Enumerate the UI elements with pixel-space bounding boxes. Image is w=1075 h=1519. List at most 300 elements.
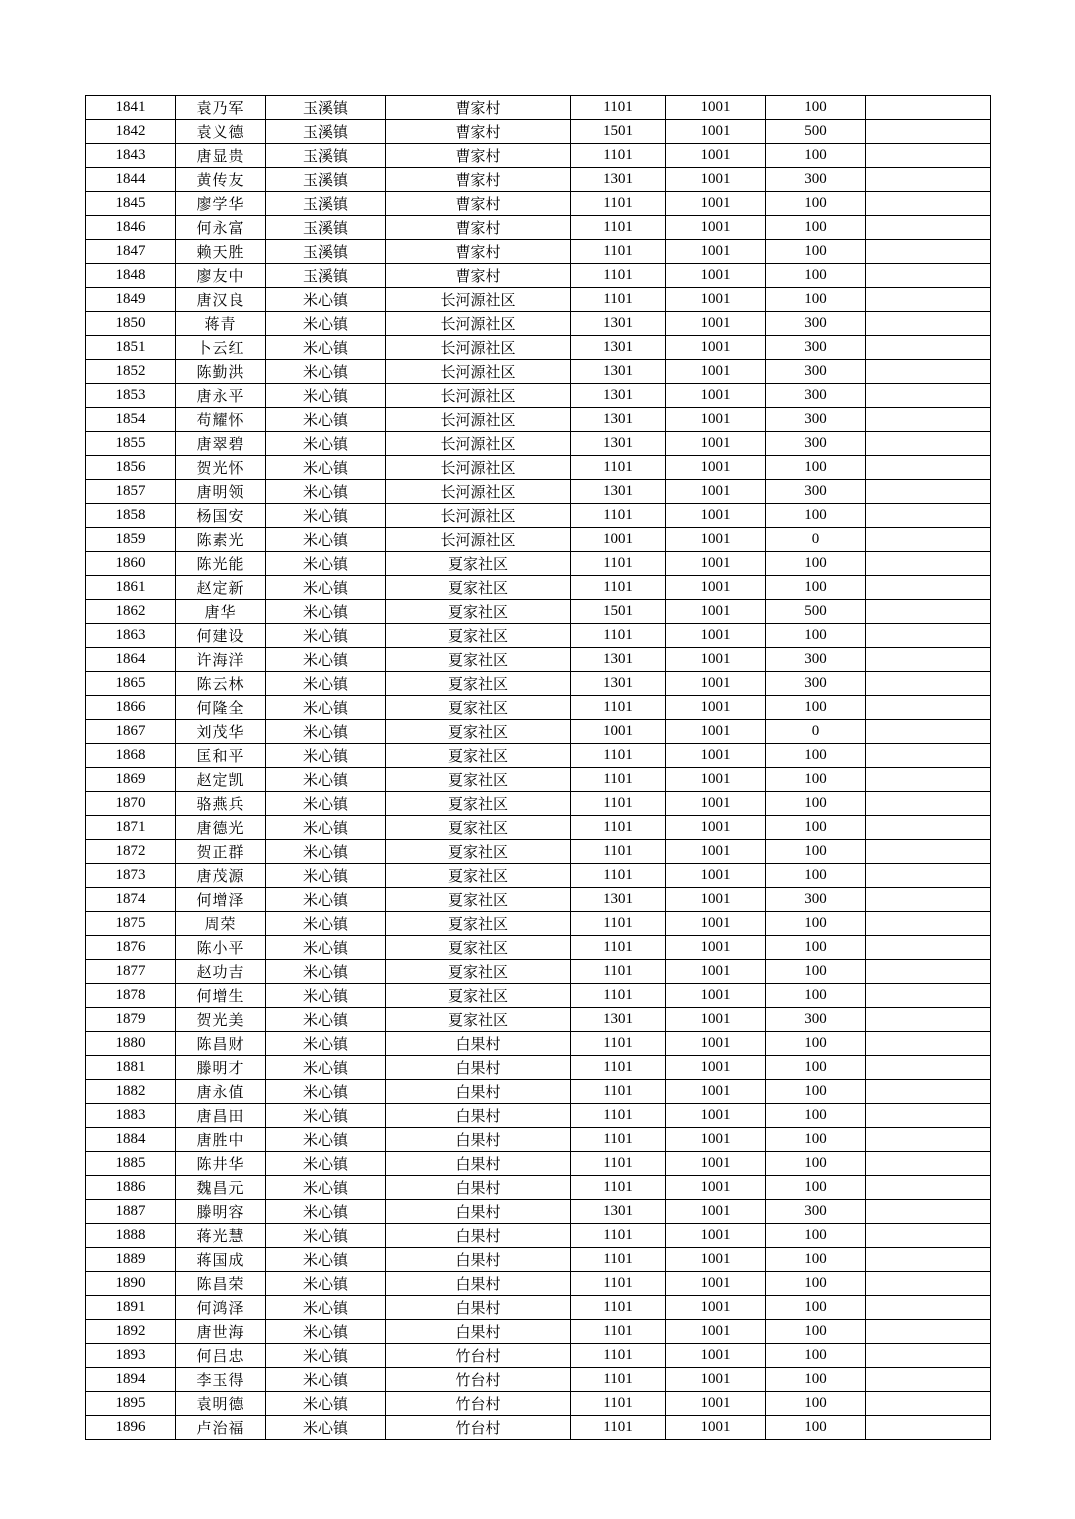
cell-blank (866, 1344, 991, 1368)
cell-amount: 0 (766, 720, 866, 744)
cell-blank (866, 912, 991, 936)
cell-row-number: 1876 (86, 936, 176, 960)
cell-code-b: 1001 (666, 480, 766, 504)
cell-person-name: 廖学华 (176, 192, 266, 216)
cell-code-b: 1001 (666, 504, 766, 528)
cell-row-number: 1860 (86, 552, 176, 576)
cell-village: 白果村 (386, 1248, 571, 1272)
cell-blank (866, 984, 991, 1008)
cell-code-b: 1001 (666, 240, 766, 264)
cell-person-name: 赖天胜 (176, 240, 266, 264)
cell-town: 米心镇 (266, 768, 386, 792)
cell-town: 米心镇 (266, 1320, 386, 1344)
cell-town: 米心镇 (266, 1056, 386, 1080)
cell-amount: 300 (766, 360, 866, 384)
cell-code-b: 1001 (666, 888, 766, 912)
table-row (86, 1392, 991, 1416)
table-row (86, 432, 991, 456)
table-row (86, 384, 991, 408)
cell-village: 长河源社区 (386, 384, 571, 408)
cell-code-b: 1001 (666, 648, 766, 672)
cell-amount: 300 (766, 432, 866, 456)
cell-town: 米心镇 (266, 312, 386, 336)
cell-code-a: 1101 (571, 816, 666, 840)
cell-village: 白果村 (386, 1224, 571, 1248)
table-row (86, 744, 991, 768)
cell-row-number: 1854 (86, 408, 176, 432)
cell-person-name: 贺光怀 (176, 456, 266, 480)
cell-row-number: 1849 (86, 288, 176, 312)
cell-code-a: 1101 (571, 624, 666, 648)
cell-code-b: 1001 (666, 144, 766, 168)
cell-town: 玉溪镇 (266, 168, 386, 192)
cell-town: 米心镇 (266, 936, 386, 960)
cell-blank (866, 432, 991, 456)
cell-village: 长河源社区 (386, 360, 571, 384)
table-row (86, 168, 991, 192)
cell-code-b: 1001 (666, 624, 766, 648)
cell-row-number: 1865 (86, 672, 176, 696)
cell-amount: 100 (766, 816, 866, 840)
cell-person-name: 滕明容 (176, 1200, 266, 1224)
table-row (86, 1344, 991, 1368)
cell-village: 长河源社区 (386, 480, 571, 504)
table-row (86, 1056, 991, 1080)
cell-village: 夏家社区 (386, 648, 571, 672)
cell-amount: 100 (766, 576, 866, 600)
cell-town: 米心镇 (266, 1368, 386, 1392)
cell-code-b: 1001 (666, 168, 766, 192)
cell-blank (866, 1104, 991, 1128)
cell-village: 夏家社区 (386, 576, 571, 600)
cell-person-name: 唐胜中 (176, 1128, 266, 1152)
cell-town: 米心镇 (266, 1224, 386, 1248)
cell-row-number: 1858 (86, 504, 176, 528)
cell-village: 夏家社区 (386, 912, 571, 936)
cell-amount: 100 (766, 192, 866, 216)
cell-amount: 100 (766, 1416, 866, 1440)
cell-town: 米心镇 (266, 288, 386, 312)
table-row (86, 984, 991, 1008)
cell-village: 白果村 (386, 1200, 571, 1224)
cell-amount: 100 (766, 744, 866, 768)
cell-code-b: 1001 (666, 792, 766, 816)
table-row (86, 600, 991, 624)
cell-amount: 100 (766, 768, 866, 792)
cell-code-a: 1101 (571, 1320, 666, 1344)
cell-person-name: 陈昌财 (176, 1032, 266, 1056)
cell-blank (866, 1032, 991, 1056)
cell-blank (866, 168, 991, 192)
cell-person-name: 唐显贵 (176, 144, 266, 168)
cell-code-b: 1001 (666, 816, 766, 840)
cell-code-a: 1101 (571, 768, 666, 792)
cell-person-name: 陈勤洪 (176, 360, 266, 384)
cell-amount: 300 (766, 1008, 866, 1032)
table-row (86, 648, 991, 672)
cell-village: 夏家社区 (386, 552, 571, 576)
cell-person-name: 赵功吉 (176, 960, 266, 984)
cell-town: 米心镇 (266, 1032, 386, 1056)
cell-village: 长河源社区 (386, 408, 571, 432)
cell-row-number: 1850 (86, 312, 176, 336)
cell-town: 米心镇 (266, 1104, 386, 1128)
cell-town: 米心镇 (266, 672, 386, 696)
cell-village: 长河源社区 (386, 336, 571, 360)
cell-town: 米心镇 (266, 1080, 386, 1104)
cell-town: 米心镇 (266, 1248, 386, 1272)
cell-blank (866, 624, 991, 648)
cell-amount: 300 (766, 384, 866, 408)
cell-blank (866, 816, 991, 840)
cell-code-b: 1001 (666, 336, 766, 360)
cell-code-b: 1001 (666, 1224, 766, 1248)
cell-person-name: 陈昌荣 (176, 1272, 266, 1296)
cell-village: 夏家社区 (386, 936, 571, 960)
cell-code-b: 1001 (666, 1248, 766, 1272)
cell-person-name: 陈井华 (176, 1152, 266, 1176)
cell-code-b: 1001 (666, 1368, 766, 1392)
table-row (86, 480, 991, 504)
cell-amount: 100 (766, 1296, 866, 1320)
cell-person-name: 何鸿泽 (176, 1296, 266, 1320)
cell-row-number: 1847 (86, 240, 176, 264)
cell-person-name: 唐汉良 (176, 288, 266, 312)
cell-row-number: 1855 (86, 432, 176, 456)
table-row (86, 1248, 991, 1272)
cell-blank (866, 696, 991, 720)
cell-blank (866, 864, 991, 888)
cell-blank (866, 1224, 991, 1248)
cell-code-b: 1001 (666, 384, 766, 408)
cell-row-number: 1867 (86, 720, 176, 744)
cell-town: 米心镇 (266, 720, 386, 744)
cell-row-number: 1842 (86, 120, 176, 144)
cell-person-name: 唐永值 (176, 1080, 266, 1104)
cell-row-number: 1892 (86, 1320, 176, 1344)
cell-code-b: 1001 (666, 1032, 766, 1056)
cell-amount: 300 (766, 408, 866, 432)
cell-row-number: 1868 (86, 744, 176, 768)
cell-code-a: 1301 (571, 408, 666, 432)
cell-person-name: 唐德光 (176, 816, 266, 840)
table-row (86, 240, 991, 264)
cell-code-b: 1001 (666, 576, 766, 600)
cell-village: 曹家村 (386, 144, 571, 168)
cell-blank (866, 264, 991, 288)
cell-blank (866, 1128, 991, 1152)
cell-blank (866, 192, 991, 216)
cell-person-name: 唐世海 (176, 1320, 266, 1344)
cell-town: 米心镇 (266, 552, 386, 576)
cell-amount: 100 (766, 504, 866, 528)
cell-town: 米心镇 (266, 1128, 386, 1152)
cell-code-a: 1501 (571, 120, 666, 144)
cell-blank (866, 120, 991, 144)
cell-code-a: 1301 (571, 312, 666, 336)
cell-person-name: 周荣 (176, 912, 266, 936)
cell-blank (866, 1296, 991, 1320)
cell-amount: 100 (766, 1368, 866, 1392)
cell-amount: 300 (766, 648, 866, 672)
cell-code-a: 1101 (571, 864, 666, 888)
cell-village: 白果村 (386, 1176, 571, 1200)
cell-code-a: 1101 (571, 960, 666, 984)
cell-amount: 300 (766, 480, 866, 504)
cell-row-number: 1843 (86, 144, 176, 168)
cell-town: 米心镇 (266, 336, 386, 360)
cell-row-number: 1871 (86, 816, 176, 840)
cell-row-number: 1877 (86, 960, 176, 984)
cell-blank (866, 600, 991, 624)
cell-code-b: 1001 (666, 1104, 766, 1128)
cell-code-b: 1001 (666, 192, 766, 216)
table-row (86, 528, 991, 552)
cell-village: 白果村 (386, 1296, 571, 1320)
cell-amount: 100 (766, 1224, 866, 1248)
cell-village: 曹家村 (386, 216, 571, 240)
cell-person-name: 唐昌田 (176, 1104, 266, 1128)
cell-village: 长河源社区 (386, 312, 571, 336)
cell-village: 夏家社区 (386, 624, 571, 648)
table-row (86, 192, 991, 216)
table-row (86, 408, 991, 432)
cell-amount: 300 (766, 336, 866, 360)
cell-town: 米心镇 (266, 1152, 386, 1176)
cell-code-a: 1301 (571, 384, 666, 408)
cell-code-a: 1301 (571, 168, 666, 192)
cell-amount: 100 (766, 984, 866, 1008)
cell-code-a: 1101 (571, 792, 666, 816)
cell-person-name: 贺正群 (176, 840, 266, 864)
cell-town: 米心镇 (266, 744, 386, 768)
cell-amount: 100 (766, 840, 866, 864)
cell-code-a: 1101 (571, 216, 666, 240)
cell-town: 米心镇 (266, 408, 386, 432)
cell-town: 米心镇 (266, 1008, 386, 1032)
cell-town: 米心镇 (266, 480, 386, 504)
cell-code-a: 1101 (571, 264, 666, 288)
cell-town: 米心镇 (266, 576, 386, 600)
table-row (86, 1416, 991, 1440)
records-table-body (86, 96, 991, 1440)
cell-town: 米心镇 (266, 456, 386, 480)
cell-code-a: 1101 (571, 1392, 666, 1416)
table-row (86, 216, 991, 240)
cell-code-b: 1001 (666, 1296, 766, 1320)
cell-village: 长河源社区 (386, 288, 571, 312)
cell-blank (866, 672, 991, 696)
table-row (86, 552, 991, 576)
cell-amount: 500 (766, 600, 866, 624)
cell-town: 米心镇 (266, 816, 386, 840)
cell-blank (866, 960, 991, 984)
cell-code-b: 1001 (666, 1392, 766, 1416)
cell-blank (866, 1152, 991, 1176)
table-row (86, 264, 991, 288)
cell-code-b: 1001 (666, 120, 766, 144)
cell-person-name: 何增生 (176, 984, 266, 1008)
table-row (86, 96, 991, 120)
cell-row-number: 1874 (86, 888, 176, 912)
cell-amount: 100 (766, 1320, 866, 1344)
cell-code-b: 1001 (666, 1152, 766, 1176)
cell-village: 竹台村 (386, 1368, 571, 1392)
cell-town: 米心镇 (266, 528, 386, 552)
cell-code-a: 1101 (571, 840, 666, 864)
table-row (86, 1224, 991, 1248)
cell-amount: 100 (766, 264, 866, 288)
cell-town: 米心镇 (266, 360, 386, 384)
cell-code-a: 1101 (571, 1368, 666, 1392)
cell-amount: 100 (766, 1056, 866, 1080)
cell-row-number: 1893 (86, 1344, 176, 1368)
cell-blank (866, 360, 991, 384)
cell-row-number: 1841 (86, 96, 176, 120)
cell-village: 曹家村 (386, 240, 571, 264)
cell-blank (866, 408, 991, 432)
cell-code-a: 1101 (571, 1080, 666, 1104)
cell-village: 夏家社区 (386, 960, 571, 984)
table-row (86, 1128, 991, 1152)
cell-village: 夏家社区 (386, 840, 571, 864)
cell-amount: 100 (766, 912, 866, 936)
table-row (86, 840, 991, 864)
cell-row-number: 1872 (86, 840, 176, 864)
cell-code-b: 1001 (666, 720, 766, 744)
table-row (86, 696, 991, 720)
table-row (86, 456, 991, 480)
cell-row-number: 1896 (86, 1416, 176, 1440)
table-row (86, 144, 991, 168)
cell-blank (866, 1368, 991, 1392)
cell-code-b: 1001 (666, 600, 766, 624)
table-row (86, 768, 991, 792)
cell-blank (866, 1416, 991, 1440)
cell-town: 米心镇 (266, 1272, 386, 1296)
cell-blank (866, 576, 991, 600)
table-row (86, 360, 991, 384)
cell-blank (866, 456, 991, 480)
cell-code-a: 1101 (571, 1416, 666, 1440)
cell-town: 米心镇 (266, 624, 386, 648)
cell-village: 夏家社区 (386, 744, 571, 768)
cell-person-name: 陈小平 (176, 936, 266, 960)
cell-village: 曹家村 (386, 120, 571, 144)
cell-row-number: 1866 (86, 696, 176, 720)
cell-amount: 100 (766, 216, 866, 240)
cell-row-number: 1894 (86, 1368, 176, 1392)
cell-blank (866, 480, 991, 504)
cell-person-name: 卜云红 (176, 336, 266, 360)
table-row (86, 720, 991, 744)
cell-code-b: 1001 (666, 1320, 766, 1344)
cell-code-a: 1101 (571, 504, 666, 528)
cell-code-a: 1101 (571, 552, 666, 576)
cell-code-b: 1001 (666, 1416, 766, 1440)
cell-person-name: 陈云林 (176, 672, 266, 696)
cell-amount: 100 (766, 1080, 866, 1104)
table-row (86, 1032, 991, 1056)
cell-village: 长河源社区 (386, 432, 571, 456)
cell-town: 玉溪镇 (266, 120, 386, 144)
cell-person-name: 袁义德 (176, 120, 266, 144)
cell-code-b: 1001 (666, 264, 766, 288)
cell-code-a: 1101 (571, 96, 666, 120)
cell-village: 竹台村 (386, 1344, 571, 1368)
cell-amount: 100 (766, 1392, 866, 1416)
cell-code-b: 1001 (666, 744, 766, 768)
cell-town: 米心镇 (266, 1296, 386, 1320)
table-row (86, 1296, 991, 1320)
cell-amount: 0 (766, 528, 866, 552)
cell-blank (866, 936, 991, 960)
cell-code-a: 1101 (571, 1104, 666, 1128)
cell-row-number: 1853 (86, 384, 176, 408)
cell-person-name: 袁乃军 (176, 96, 266, 120)
cell-row-number: 1859 (86, 528, 176, 552)
cell-code-b: 1001 (666, 696, 766, 720)
cell-amount: 100 (766, 1248, 866, 1272)
cell-code-a: 1301 (571, 336, 666, 360)
cell-person-name: 唐永平 (176, 384, 266, 408)
table-row (86, 960, 991, 984)
table-row (86, 816, 991, 840)
cell-code-b: 1001 (666, 1344, 766, 1368)
cell-row-number: 1862 (86, 600, 176, 624)
cell-row-number: 1864 (86, 648, 176, 672)
cell-town: 米心镇 (266, 1392, 386, 1416)
cell-blank (866, 768, 991, 792)
cell-person-name: 何建设 (176, 624, 266, 648)
cell-person-name: 袁明德 (176, 1392, 266, 1416)
cell-blank (866, 288, 991, 312)
cell-town: 玉溪镇 (266, 240, 386, 264)
table-row (86, 1080, 991, 1104)
cell-person-name: 苟耀怀 (176, 408, 266, 432)
cell-person-name: 何吕忠 (176, 1344, 266, 1368)
cell-row-number: 1869 (86, 768, 176, 792)
cell-code-a: 1101 (571, 1032, 666, 1056)
cell-row-number: 1856 (86, 456, 176, 480)
cell-town: 玉溪镇 (266, 192, 386, 216)
cell-blank (866, 1080, 991, 1104)
cell-town: 米心镇 (266, 984, 386, 1008)
cell-row-number: 1852 (86, 360, 176, 384)
cell-person-name: 唐明领 (176, 480, 266, 504)
cell-blank (866, 1008, 991, 1032)
cell-code-b: 1001 (666, 1128, 766, 1152)
cell-row-number: 1884 (86, 1128, 176, 1152)
cell-blank (866, 888, 991, 912)
cell-code-a: 1101 (571, 144, 666, 168)
cell-village: 夏家社区 (386, 816, 571, 840)
cell-person-name: 陈素光 (176, 528, 266, 552)
cell-blank (866, 504, 991, 528)
table-row (86, 792, 991, 816)
cell-code-b: 1001 (666, 456, 766, 480)
cell-code-b: 1001 (666, 912, 766, 936)
cell-town: 米心镇 (266, 384, 386, 408)
cell-blank (866, 552, 991, 576)
cell-village: 夏家社区 (386, 888, 571, 912)
cell-village: 长河源社区 (386, 528, 571, 552)
cell-code-b: 1001 (666, 1080, 766, 1104)
cell-amount: 100 (766, 1176, 866, 1200)
cell-town: 米心镇 (266, 696, 386, 720)
records-table (85, 95, 991, 1440)
cell-row-number: 1879 (86, 1008, 176, 1032)
